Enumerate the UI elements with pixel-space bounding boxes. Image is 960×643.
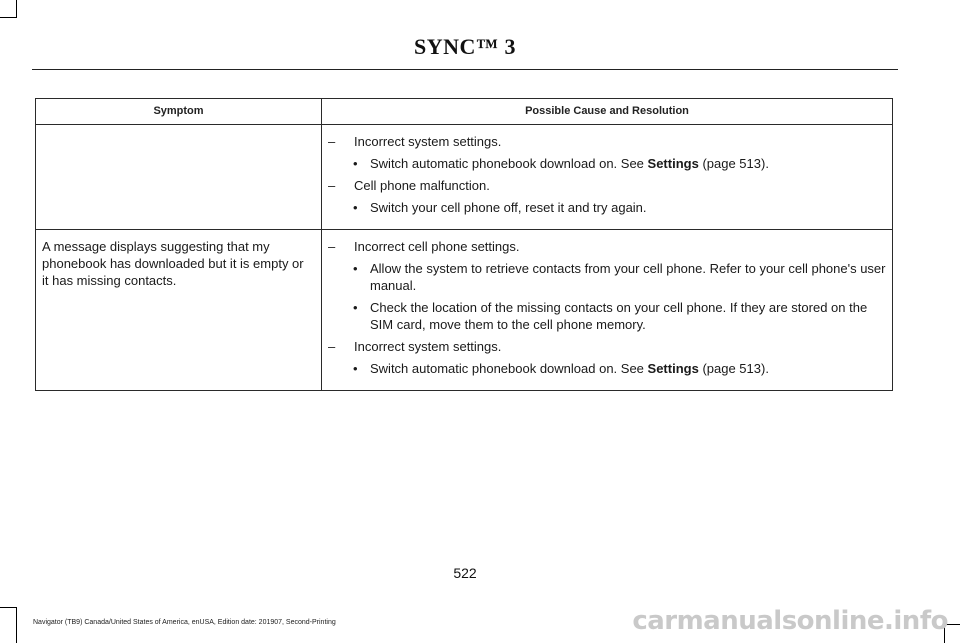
cause-item — [322, 238, 892, 255]
edition-footer: Navigator (TB9) Canada/United States of America, enUSA, Edition date: 201907, Second-Printing — [33, 619, 336, 626]
cause-text: Incorrect system settings. — [354, 134, 502, 149]
cause-text: Incorrect system settings. — [354, 339, 502, 354]
cause-item — [322, 177, 892, 194]
bullet-marker: • — [353, 156, 358, 171]
table-row — [36, 125, 893, 230]
dash-marker: – — [328, 239, 336, 254]
fix-item — [322, 199, 892, 216]
crop-mark-top-left-vertical — [16, 0, 17, 18]
cause-text: Incorrect cell phone settings. — [354, 239, 520, 254]
fix-text: Allow the system to retrieve contacts from your cell phone. Refer to your cell phone's user manual. — [370, 261, 886, 293]
fix-text-suffix: (page 513). — [698, 156, 769, 171]
fix-item — [322, 155, 892, 172]
fix-text — [370, 360, 892, 377]
dash-marker: – — [328, 178, 336, 193]
cause-text: Cell phone malfunction. — [354, 178, 490, 193]
bullet-marker: • — [353, 261, 358, 276]
bullet-marker: • — [353, 361, 358, 376]
dash-marker: – — [328, 339, 336, 354]
settings-link[interactable]: Settings — [647, 156, 699, 171]
fix-item — [322, 299, 892, 333]
watermark-logo: carmanualsonline.info — [632, 606, 948, 636]
page-title: SYNC™ 3 — [414, 34, 516, 59]
table-row — [36, 230, 893, 391]
fix-text-suffix: (page 513). — [698, 361, 769, 376]
table-header-row — [36, 99, 893, 125]
cause-item — [322, 338, 892, 355]
symptom-cell: A message displays suggesting that my phonebook has downloaded but it is empty or it has missing contacts. — [36, 230, 322, 391]
header-divider — [32, 69, 898, 70]
symptom-cell — [36, 125, 322, 230]
resolution-cell — [322, 125, 893, 230]
fix-item — [322, 360, 892, 377]
fix-text: Switch your cell phone off, reset it and try again. — [370, 200, 647, 215]
crop-mark-bottom-left-horizontal — [0, 607, 17, 608]
fix-item — [322, 260, 892, 294]
troubleshooting-table — [35, 98, 893, 391]
fix-text-main: Switch automatic phonebook download on. See — [370, 156, 648, 171]
symptom-column-header: Symptom — [36, 99, 322, 125]
bullet-marker: • — [353, 300, 358, 315]
fix-text — [370, 155, 892, 172]
dash-marker: – — [328, 134, 336, 149]
resolution-cell — [322, 230, 893, 391]
page-number: 522 — [453, 565, 477, 581]
crop-mark-top-left-horizontal — [0, 17, 17, 18]
fix-text: Check the location of the missing contacts on your cell phone. If they are stored on the SIM card, move them to the cell phone memory. — [370, 300, 868, 332]
resolution-column-header: Possible Cause and Resolution — [322, 99, 893, 125]
settings-link[interactable]: Settings — [647, 361, 699, 376]
bullet-marker: • — [353, 200, 358, 215]
cause-item — [322, 133, 892, 150]
fix-text-main: Switch automatic phonebook download on. See — [370, 361, 648, 376]
crop-mark-bottom-left-vertical — [16, 607, 17, 643]
